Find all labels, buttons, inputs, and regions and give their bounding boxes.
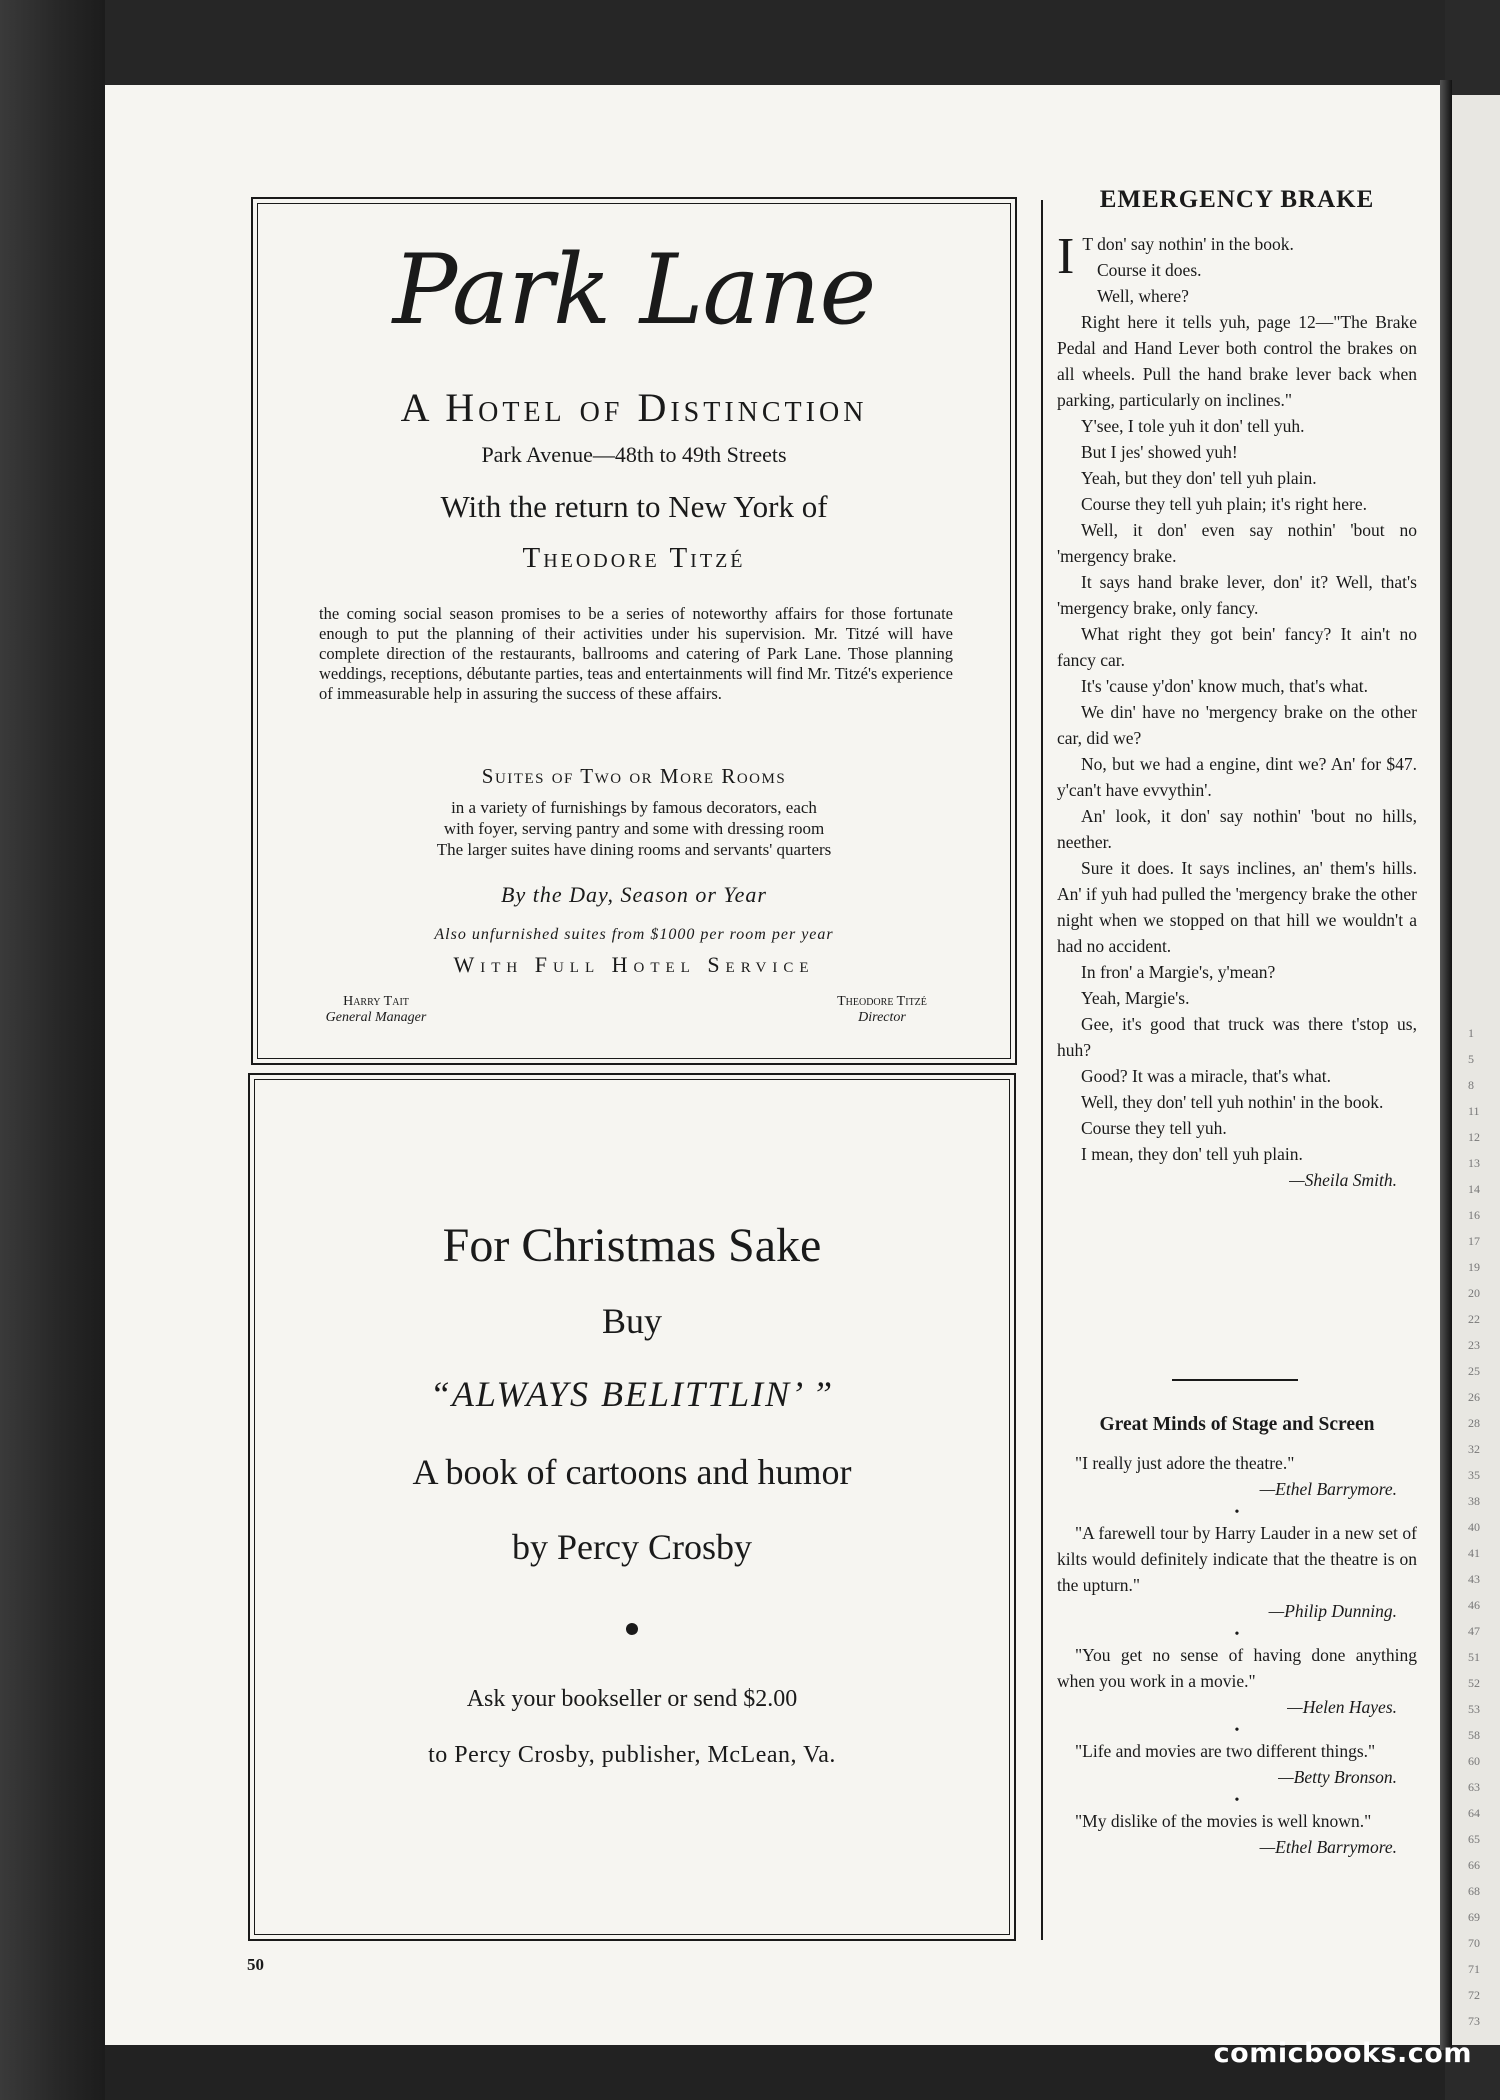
rental-terms: By the Day, Season or Year <box>501 882 767 907</box>
quote-author: —Philip Dunning. <box>1268 1601 1397 1621</box>
adjacent-page-fragment: 64 <box>1468 1806 1480 1820</box>
quote-author: —Helen Hayes. <box>1287 1697 1397 1717</box>
magazine-page <box>105 85 1445 2045</box>
adjacent-page-fragment: 47 <box>1468 1624 1480 1638</box>
suites-line-2: with foyer, serving pantry and some with dressing room <box>443 819 825 838</box>
story-paragraph: Good? It was a miracle, that's what. <box>1081 1066 1332 1086</box>
site-watermark: comicbooks.com <box>1213 2038 1472 2069</box>
hotel-address: Park Avenue—48th to 49th Streets <box>481 442 787 467</box>
great-minds-title: Great Minds of Stage and Screen <box>1099 1414 1375 1435</box>
quote-author: —Ethel Barrymore. <box>1259 1837 1397 1857</box>
story-paragraph: But I jes' showed yuh! <box>1081 442 1238 462</box>
story-paragraph: I mean, they don' tell yuh plain. <box>1081 1144 1303 1164</box>
manager-name: Harry Tait <box>343 994 409 1009</box>
hotel-service-line: With Full Hotel Service <box>453 952 815 977</box>
adjacent-page-fragment: 22 <box>1468 1312 1480 1326</box>
adjacent-page-fragment: 1 <box>1468 1026 1474 1040</box>
adjacent-page-fragment: 19 <box>1468 1260 1480 1274</box>
hotel-tagline: A Hotel of Distinction <box>400 385 868 430</box>
story-paragraph: Well, where? <box>1097 286 1189 306</box>
book-description: A book of cartoons and humor <box>412 1452 852 1492</box>
adjacent-page-fragment: 68 <box>1468 1884 1480 1898</box>
adjacent-page-fragment: 5 <box>1468 1052 1474 1066</box>
titze-name: Theodore Titzé <box>522 542 746 574</box>
adjacent-page-fragment: 60 <box>1468 1754 1480 1768</box>
manager-signature <box>301 994 451 1026</box>
park-lane-advertisement <box>251 197 1017 1065</box>
adjacent-page-fragment: 38 <box>1468 1494 1480 1508</box>
quote-bullet: • <box>1234 1627 1240 1642</box>
adjacent-page-fragment: 43 <box>1468 1572 1480 1586</box>
return-line: With the return to New York of <box>440 489 828 524</box>
director-role: Director <box>858 1010 906 1025</box>
adjacent-page-fragment: 63 <box>1468 1780 1480 1794</box>
adjacent-page-fragment: 51 <box>1468 1650 1480 1664</box>
book-author: by Percy Crosby <box>512 1527 752 1567</box>
adjacent-page-fragment: 28 <box>1468 1416 1480 1430</box>
adjacent-page-fragment: 70 <box>1468 1936 1480 1950</box>
adjacent-page-fragment: 35 <box>1468 1468 1480 1482</box>
story-paragraph: Course it does. <box>1097 260 1202 280</box>
quote-text: "You get no sense of having done anything when you work in a movie." <box>1057 1645 1417 1691</box>
buy-line: Buy <box>601 1301 662 1341</box>
bullet-ornament <box>626 1623 638 1635</box>
unfurnished-note: Also unfurnished suites from $1000 per room per year <box>434 926 834 943</box>
quote-bullet: • <box>1234 1793 1240 1808</box>
adjacent-page-fragment: 8 <box>1468 1078 1474 1092</box>
adjacent-page-fragment: 53 <box>1468 1702 1480 1716</box>
adjacent-page-fragment: 52 <box>1468 1676 1480 1690</box>
story-paragraph: Gee, it's good that truck was there t'stop us, huh? <box>1057 1014 1417 1060</box>
adjacent-page-fragment: 32 <box>1468 1442 1480 1456</box>
adjacent-page-fragment: 14 <box>1468 1182 1480 1196</box>
adjacent-page-fragment: 41 <box>1468 1546 1480 1560</box>
manager-role: General Manager <box>325 1010 427 1025</box>
section-divider <box>1172 1379 1298 1381</box>
park-lane-logo: Park Lane <box>392 234 876 346</box>
adjacent-page-fragment: 23 <box>1468 1338 1480 1352</box>
adjacent-page-fragment: 11 <box>1468 1104 1480 1118</box>
adjacent-page-fragment: 12 <box>1468 1130 1480 1144</box>
adjacent-page-fragment: 65 <box>1468 1832 1480 1846</box>
adjacent-page-fragment: 73 <box>1468 2014 1480 2028</box>
quote-text: "Life and movies are two different things." <box>1075 1741 1376 1761</box>
story-paragraph: Course they tell yuh plain; it's right here. <box>1081 494 1368 514</box>
adjacent-page-fragment: 40 <box>1468 1520 1480 1534</box>
story-paragraph: It says hand brake lever, don' it? Well, that's 'mergency brake, only fancy. <box>1057 572 1417 618</box>
story-author: —Sheila Smith. <box>1289 1170 1397 1190</box>
ad-body-text: the coming social season promises to be a series of noteworthy affairs for those fortunate enough to put the planning of their activities under his supervision. Mr. Titzé will have complete direction of the restaurants, ballrooms and catering of Park Lane. Those planning weddings, receptions, débutante parties, teas and entertainments will find Mr. Titzé's experience of immeasurable help in assuring the success of these affairs. <box>319 604 953 703</box>
book-title: “ALWAYS BELITTLIN’ ” <box>429 1374 835 1414</box>
adjacent-page-fragment: 58 <box>1468 1728 1480 1742</box>
adjacent-page-fragment: 25 <box>1468 1364 1480 1378</box>
suites-heading: Suites of Two or More Rooms <box>481 764 787 788</box>
adjacent-page-edge <box>1452 95 1500 2045</box>
book-gutter <box>1440 80 1452 2050</box>
story-paragraph: Course they tell yuh. <box>1081 1118 1227 1138</box>
director-name: Theodore Titzé <box>837 994 927 1009</box>
story-paragraph: No, but we had a engine, dint we? An' for $47. y'can't have evvythin'. <box>1057 754 1417 800</box>
suites-line-3: The larger suites have dining rooms and servants' quarters <box>436 840 832 859</box>
story-paragraph: An' look, it don' say nothin' 'bout no hills, neether. <box>1057 806 1417 852</box>
column-divider <box>1041 200 1043 1940</box>
page-number: 50 <box>247 1955 264 1974</box>
adjacent-page-fragment: 72 <box>1468 1988 1480 2002</box>
quote-text: "I really just adore the theatre." <box>1075 1453 1295 1473</box>
emergency-brake-story <box>1057 228 1417 1193</box>
story-paragraph: In fron' a Margie's, y'mean? <box>1081 962 1276 982</box>
story-paragraph: Well, it don' even say nothin' 'bout no 'mergency brake. <box>1057 520 1417 566</box>
adjacent-page-fragment: 66 <box>1468 1858 1480 1872</box>
emergency-brake-title: EMERGENCY BRAKE <box>1099 186 1375 213</box>
story-paragraph: Yeah, Margie's. <box>1081 988 1190 1008</box>
story-paragraph: We din' have no 'mergency brake on the other car, did we? <box>1057 702 1417 748</box>
scan-background-top <box>105 0 1445 85</box>
suites-line-1: in a variety of furnishings by famous decorators, each <box>451 798 817 817</box>
christmas-headline: For Christmas Sake <box>442 1219 822 1272</box>
story-paragraph: Y'see, I tole yuh it don' tell yuh. <box>1081 416 1305 436</box>
great-minds-quotes <box>1057 1450 1417 1860</box>
quote-text: "A farewell tour by Harry Lauder in a new set of kilts would definitely indicate that the theatre is on the upturn." <box>1057 1523 1417 1595</box>
adjacent-page-fragment: 46 <box>1468 1598 1480 1612</box>
drop-cap: I <box>1057 228 1075 285</box>
story-paragraph: Yeah, but they don' tell yuh plain. <box>1081 468 1317 488</box>
director-signature <box>797 994 967 1026</box>
quote-text: "My dislike of the movies is well known." <box>1075 1811 1372 1831</box>
quote-bullet: • <box>1234 1723 1240 1738</box>
order-instructions: Ask your bookseller or send $2.00 <box>466 1686 798 1712</box>
story-paragraph: It's 'cause y'don' know much, that's what. <box>1081 676 1368 696</box>
story-paragraph: Sure it does. It says inclines, an' them's hills. An' if yuh had pulled the 'mergency brake the other night when we stopped on that hill we wouldn't a had no accident. <box>1057 858 1417 956</box>
suites-description <box>253 797 1015 860</box>
adjacent-page-fragment: 69 <box>1468 1910 1480 1924</box>
adjacent-page-fragment: 20 <box>1468 1286 1480 1300</box>
adjacent-page-fragment: 71 <box>1468 1962 1480 1976</box>
adjacent-page-fragment: 16 <box>1468 1208 1480 1222</box>
story-paragraph: Well, they don' tell yuh nothin' in the book. <box>1081 1092 1384 1112</box>
quote-bullet: • <box>1234 1505 1240 1520</box>
adjacent-page-fragment: 26 <box>1468 1390 1480 1404</box>
crosby-book-advertisement <box>248 1073 1016 1941</box>
adjacent-page-fragment: 17 <box>1468 1234 1480 1248</box>
story-paragraph: What right they got bein' fancy? It ain't no fancy car. <box>1057 624 1417 670</box>
story-paragraph: I T don' say nothin' in the book. <box>1057 228 1294 285</box>
scan-background-left <box>0 0 105 2100</box>
story-paragraph: Right here it tells yuh, page 12—"The Brake Pedal and Hand Lever both control the brakes on all wheels. Pull the hand brake lever back when parking, particularly on inclines." <box>1057 312 1417 410</box>
quote-author: —Betty Bronson. <box>1278 1767 1397 1787</box>
quote-author: —Ethel Barrymore. <box>1259 1479 1397 1499</box>
adjacent-page-fragment: 13 <box>1468 1156 1480 1170</box>
publisher-address: to Percy Crosby, publisher, McLean, Va. <box>428 1742 836 1768</box>
